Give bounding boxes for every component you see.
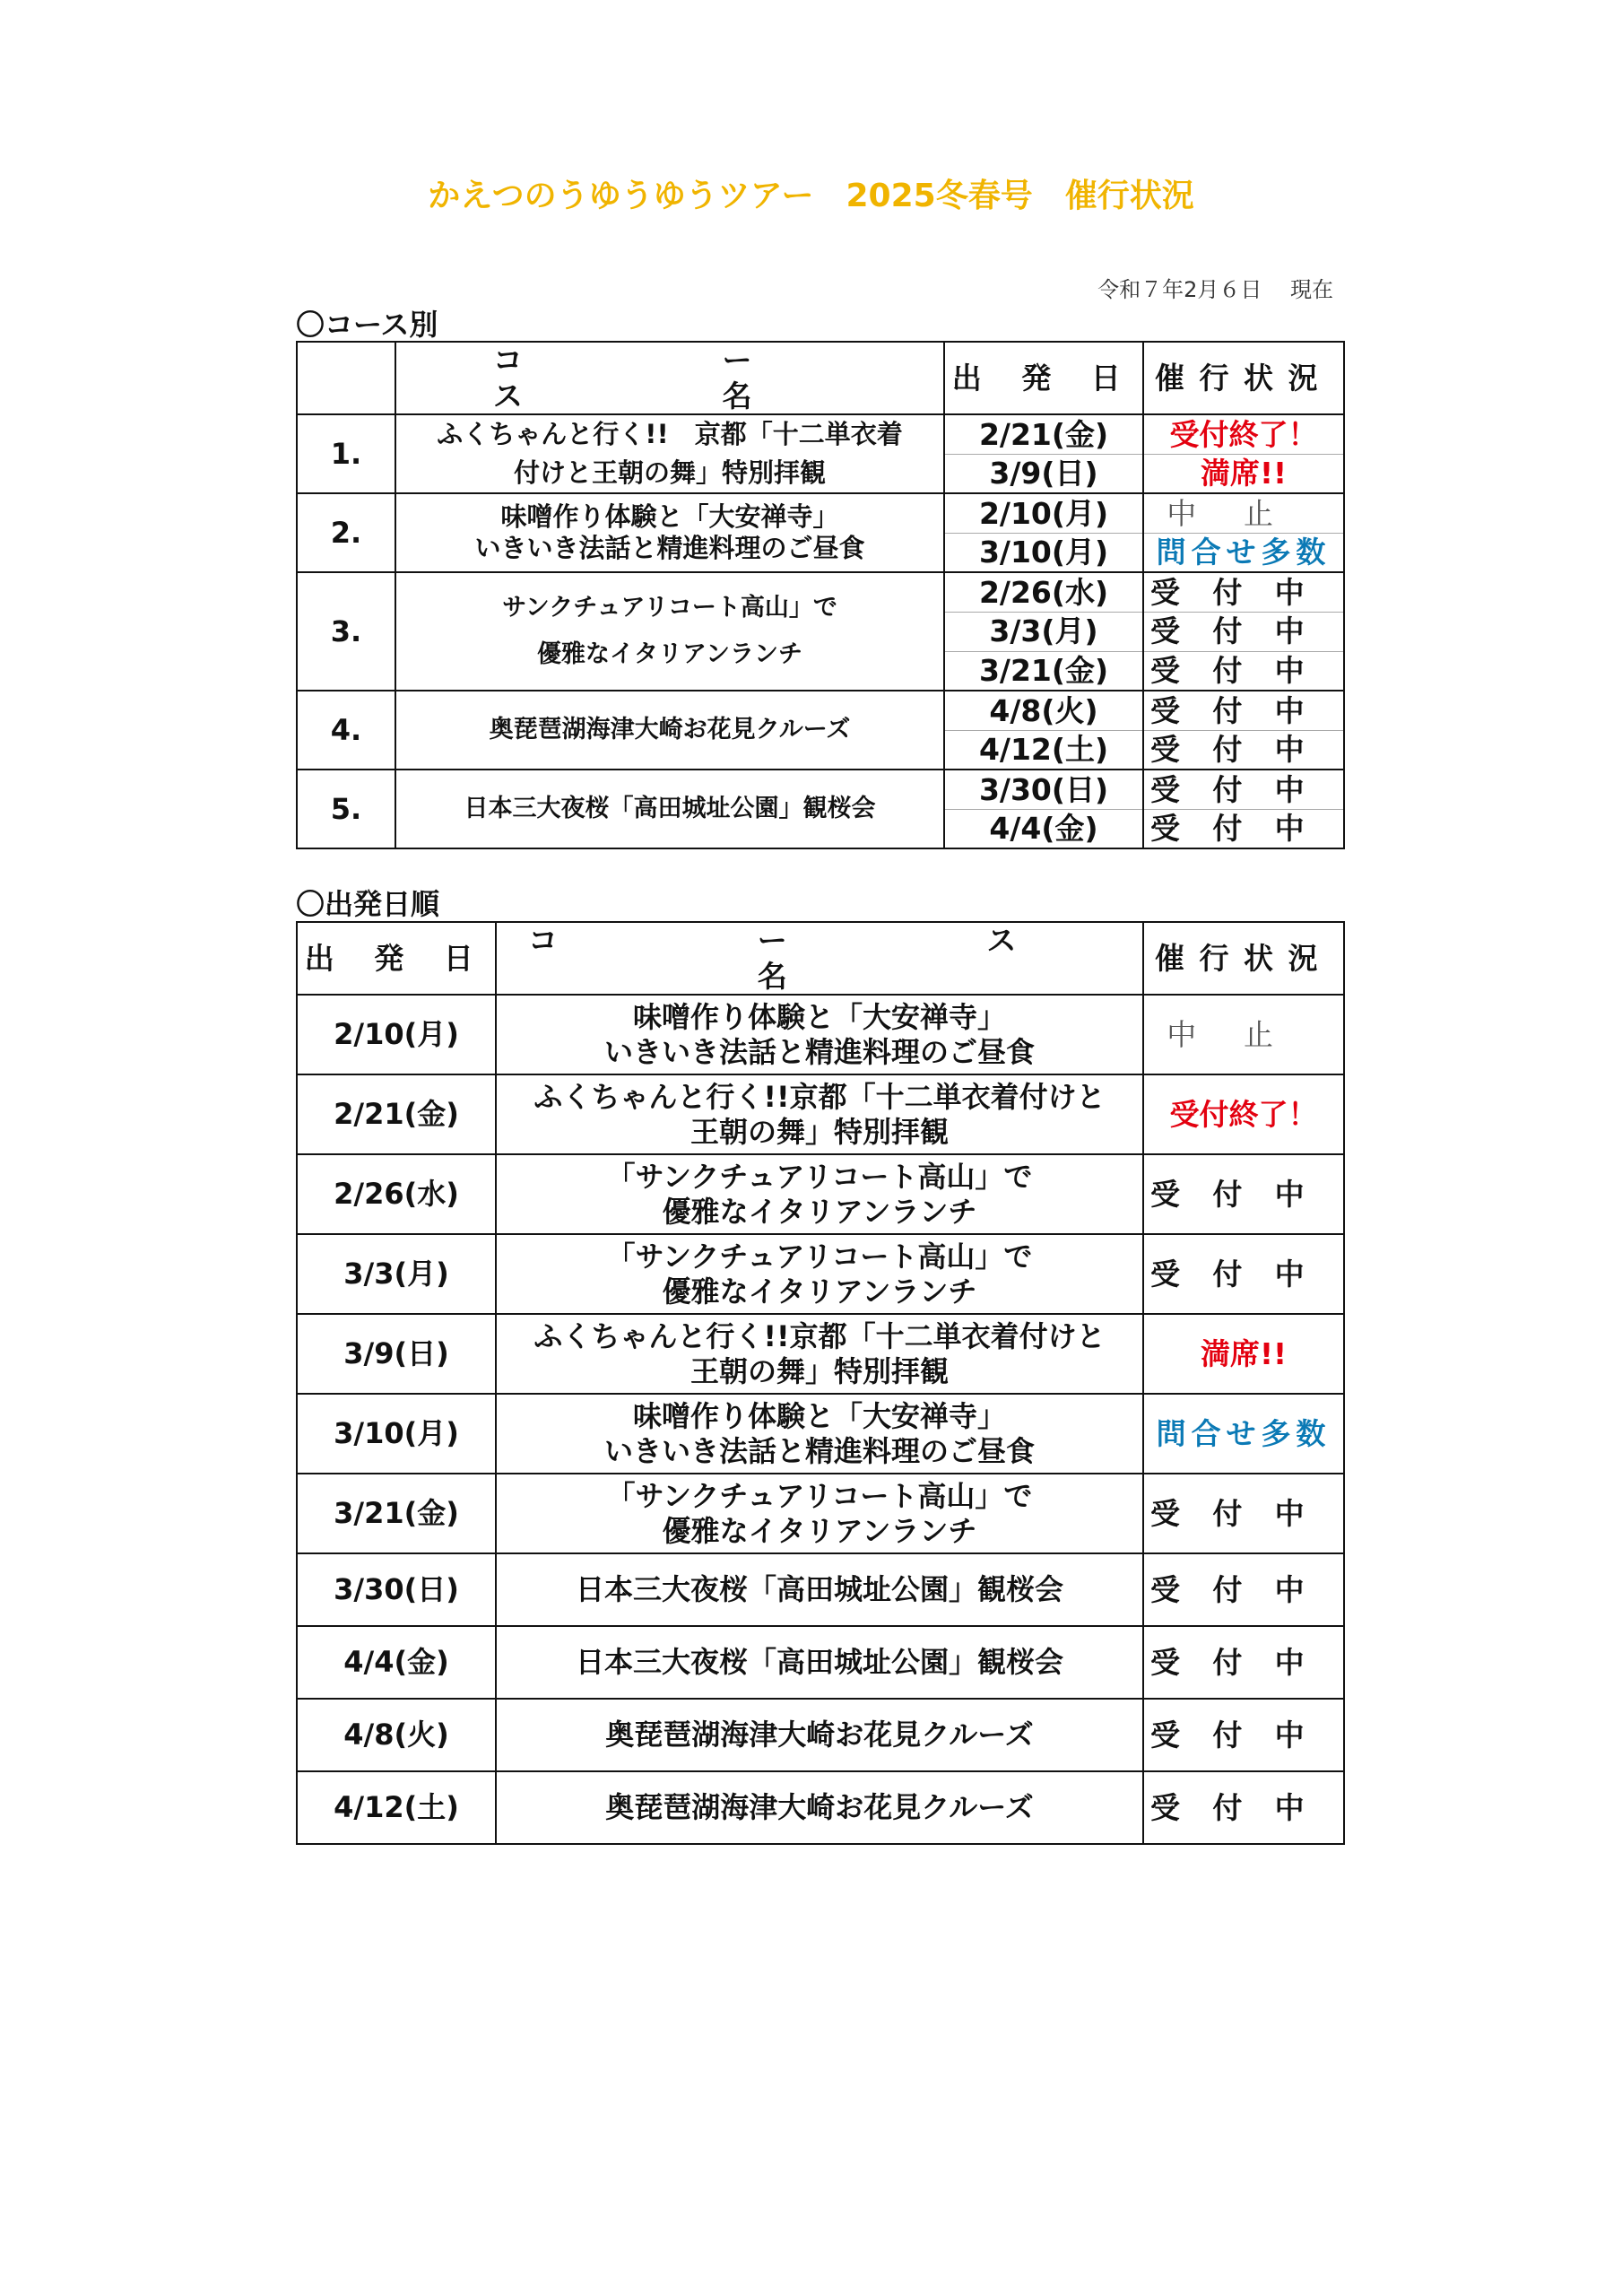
header-status: 催行状況 bbox=[1143, 922, 1344, 995]
departure-date: 4/4(金) bbox=[297, 1626, 496, 1699]
course-name bbox=[496, 1074, 1143, 1154]
section-heading-by-course: 〇コース別 bbox=[296, 308, 438, 342]
course-name bbox=[496, 995, 1143, 1074]
departure-date: 2/21(金) bbox=[944, 414, 1143, 454]
table-row bbox=[297, 995, 1344, 1074]
departure-date: 3/9(日) bbox=[944, 454, 1143, 493]
course-name-line: 奥琵琶湖海津大崎お花見クルーズ bbox=[605, 1790, 1034, 1825]
departure-date: 2/10(月) bbox=[297, 995, 496, 1074]
course-name-line: ふくちゃんと行く!!京都「十二単衣着付けと bbox=[533, 1080, 1106, 1115]
course-number: 5. bbox=[297, 770, 395, 848]
status-badge: 中止 bbox=[1143, 995, 1344, 1074]
table-row bbox=[297, 572, 1344, 612]
course-name-line: 日本三大夜桜「高田城址公園」観桜会 bbox=[575, 1645, 1063, 1680]
course-name-line: ふくちゃんと行く!! 京都「十二単衣着 bbox=[437, 419, 903, 450]
table-row bbox=[297, 414, 1344, 454]
table-row bbox=[297, 1474, 1344, 1553]
status-badge: 問合せ多数 bbox=[1143, 1394, 1344, 1474]
course-name-line: いきいき法話と精進料理のご昼食 bbox=[603, 1034, 1035, 1069]
status-badge: 受付中 bbox=[1143, 691, 1344, 730]
header-num bbox=[297, 342, 395, 414]
table-row bbox=[297, 691, 1344, 730]
course-number: 1. bbox=[297, 414, 395, 493]
course-name-line: 付けと王朝の舞」特別拝観 bbox=[513, 457, 826, 489]
status-badge: 受付中 bbox=[1143, 612, 1344, 651]
course-name-line: 奥琵琶湖海津大崎お花見クルーズ bbox=[605, 1718, 1034, 1752]
departure-date: 2/26(水) bbox=[297, 1154, 496, 1234]
course-name-line: 王朝の舞」特別拝観 bbox=[690, 1353, 949, 1388]
status-badge: 受付中 bbox=[1143, 1699, 1344, 1771]
header-course: コ ー ス 名 bbox=[496, 922, 1143, 995]
departure-date: 3/10(月) bbox=[944, 533, 1143, 572]
table-row bbox=[297, 1154, 1344, 1234]
table-row bbox=[297, 1394, 1344, 1474]
status-badge: 受付中 bbox=[1143, 730, 1344, 770]
course-number: 3. bbox=[297, 572, 395, 691]
course-name bbox=[496, 1553, 1143, 1626]
departure-date: 4/12(土) bbox=[297, 1771, 496, 1844]
table-row bbox=[297, 1314, 1344, 1394]
course-name-line: 「サンクチュアリコート高山」で bbox=[606, 1239, 1033, 1274]
course-name-line: ふくちゃんと行く!!京都「十二単衣着付けと bbox=[533, 1319, 1106, 1354]
departure-date: 3/30(日) bbox=[944, 770, 1143, 809]
page-title: かえつのうゆうゆうツアー 2025冬春号 催行状況 bbox=[428, 178, 1194, 214]
table-header-row bbox=[297, 922, 1344, 995]
course-name-line: 優雅なイタリアンランチ bbox=[662, 1274, 977, 1309]
status-badge: 受付中 bbox=[1143, 1154, 1344, 1234]
departure-date: 3/3(月) bbox=[944, 612, 1143, 651]
course-name bbox=[496, 1626, 1143, 1699]
departure-date: 4/4(金) bbox=[944, 809, 1143, 848]
departure-date: 3/21(金) bbox=[944, 651, 1143, 691]
table-row bbox=[297, 1699, 1344, 1771]
course-name-line: 優雅なイタリアンランチ bbox=[537, 640, 802, 669]
status-badge: 受付中 bbox=[1143, 1626, 1344, 1699]
departure-date: 3/10(月) bbox=[297, 1394, 496, 1474]
table-row bbox=[297, 1074, 1344, 1154]
status-badge: 受付中 bbox=[1143, 770, 1344, 809]
departure-date: 2/21(金) bbox=[297, 1074, 496, 1154]
course-name-line: 「サンクチュアリコート高山」で bbox=[606, 1160, 1033, 1195]
course-name bbox=[395, 493, 944, 572]
course-name-line: 味噌作り体験と「大安禅寺」 bbox=[632, 1000, 1006, 1035]
departure-date: 4/12(土) bbox=[944, 730, 1143, 770]
status-badge: 受付中 bbox=[1143, 1553, 1344, 1626]
table-row bbox=[297, 1553, 1344, 1626]
status-badge: 受付中 bbox=[1143, 1474, 1344, 1553]
course-name bbox=[496, 1699, 1143, 1771]
course-name bbox=[496, 1474, 1143, 1553]
course-name-line: 味噌作り体験と「大安禅寺」 bbox=[632, 1399, 1006, 1434]
course-name bbox=[496, 1394, 1143, 1474]
course-name bbox=[496, 1771, 1143, 1844]
course-name-line: いきいき法話と精進料理のご昼食 bbox=[603, 1433, 1035, 1468]
status-badge: 受付終了！ bbox=[1143, 1074, 1344, 1154]
status-badge: 中止 bbox=[1143, 493, 1344, 533]
course-name-line: 「サンクチュアリコート高山」で bbox=[606, 1479, 1033, 1514]
course-name-line: 優雅なイタリアンランチ bbox=[662, 1194, 977, 1229]
course-number: 2. bbox=[297, 493, 395, 572]
header-status: 催行状況 bbox=[1143, 342, 1344, 414]
course-name bbox=[395, 770, 944, 848]
course-name bbox=[496, 1314, 1143, 1394]
header-course: コ ー ス 名 bbox=[395, 342, 944, 414]
departure-date: 3/9(日) bbox=[297, 1314, 496, 1394]
course-name-line: サンクチュアリコート高山」で bbox=[502, 593, 837, 622]
departure-date: 4/8(火) bbox=[297, 1699, 496, 1771]
course-name bbox=[496, 1154, 1143, 1234]
course-name bbox=[395, 414, 944, 493]
status-badge: 受付中 bbox=[1143, 572, 1344, 612]
course-name bbox=[395, 691, 944, 770]
status-badge: 受付中 bbox=[1143, 1771, 1344, 1844]
table-row bbox=[297, 1771, 1344, 1844]
course-name bbox=[395, 572, 944, 691]
departure-date: 3/3(月) bbox=[297, 1234, 496, 1314]
departure-date: 2/10(月) bbox=[944, 493, 1143, 533]
course-name bbox=[496, 1234, 1143, 1314]
header-date: 出 発 日 bbox=[944, 342, 1143, 414]
course-name-line: 奥琵琶湖海津大崎お花見クルーズ bbox=[489, 715, 851, 744]
status-badge: 問合せ多数 bbox=[1143, 533, 1344, 572]
departure-date: 3/30(日) bbox=[297, 1553, 496, 1626]
course-name-line: いきいき法話と精進料理のご昼食 bbox=[474, 533, 865, 564]
course-name-line: 日本三大夜桜「高田城址公園」観桜会 bbox=[575, 1572, 1063, 1607]
departure-date: 3/21(金) bbox=[297, 1474, 496, 1553]
table-row bbox=[297, 493, 1344, 533]
course-name-line: 日本三大夜桜「高田城址公園」観桜会 bbox=[464, 794, 876, 822]
table-row bbox=[297, 1234, 1344, 1314]
header-date: 出 発 日 bbox=[297, 922, 496, 995]
table-header-row bbox=[297, 342, 1344, 414]
table-row bbox=[297, 770, 1344, 809]
status-badge: 受付中 bbox=[1143, 809, 1344, 848]
date-table bbox=[296, 921, 1345, 1845]
as-of-date: 令和７年2月６日 現在 bbox=[1097, 277, 1333, 302]
course-number: 4. bbox=[297, 691, 395, 770]
departure-date: 4/8(火) bbox=[944, 691, 1143, 730]
course-name-line: 優雅なイタリアンランチ bbox=[662, 1513, 977, 1548]
status-badge: 受付中 bbox=[1143, 651, 1344, 691]
status-badge: 受付中 bbox=[1143, 1234, 1344, 1314]
departure-date: 2/26(水) bbox=[944, 572, 1143, 612]
status-badge: 満席!! bbox=[1143, 454, 1344, 493]
course-name-line: 味噌作り体験と「大安禅寺」 bbox=[500, 501, 839, 533]
status-badge: 受付終了！ bbox=[1143, 414, 1344, 454]
course-table bbox=[296, 341, 1345, 849]
status-badge: 満席!! bbox=[1143, 1314, 1344, 1394]
course-name-line: 王朝の舞」特別拝観 bbox=[690, 1114, 949, 1149]
table-row bbox=[297, 1626, 1344, 1699]
section-heading-by-date: 〇出発日順 bbox=[296, 887, 440, 921]
